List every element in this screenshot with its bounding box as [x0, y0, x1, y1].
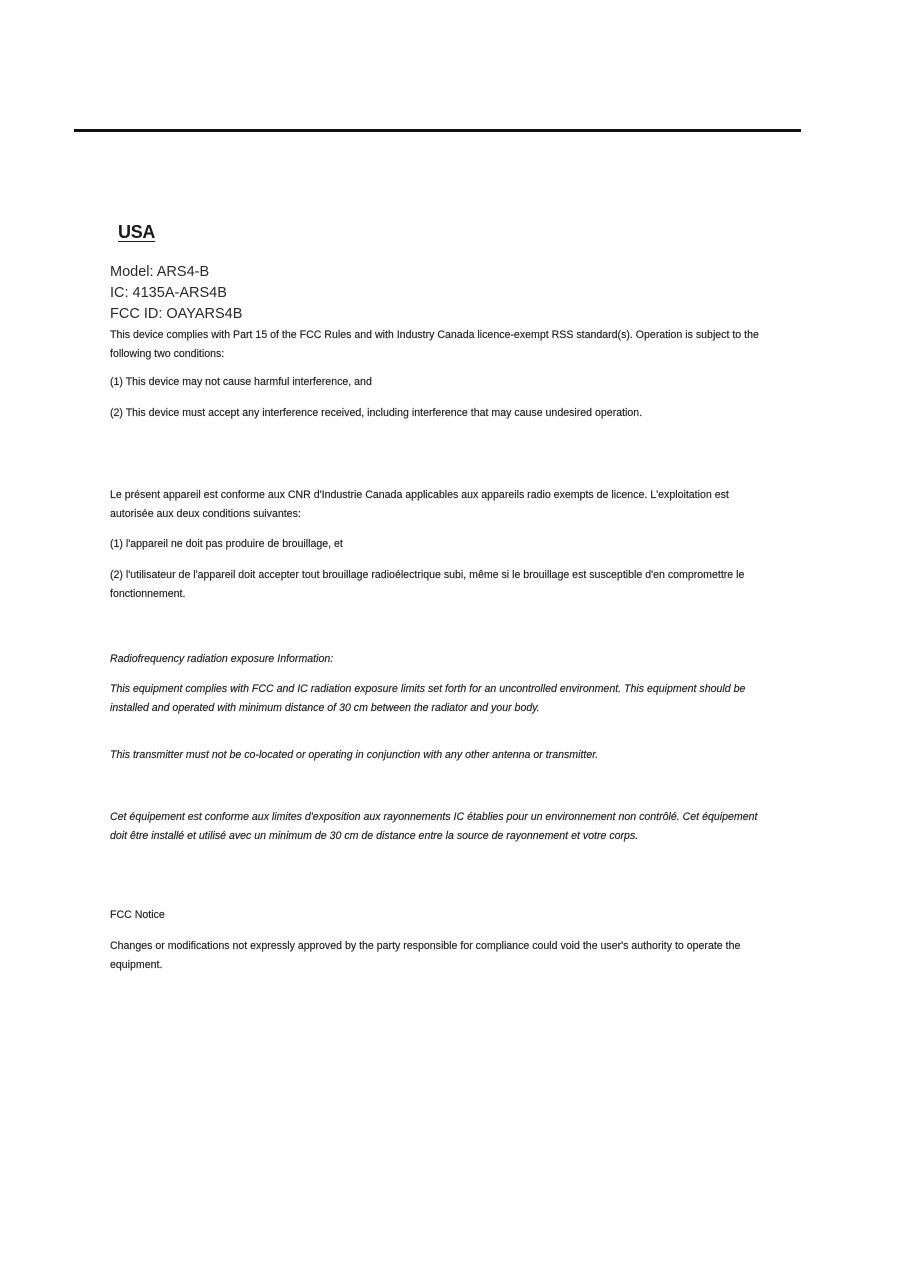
rf-exposure-title: Radiofrequency radiation exposure Information:	[110, 653, 334, 665]
french-condition-1: (1) l'appareil ne doit pas produire de brouillage, et	[110, 538, 343, 550]
fcc-condition-2: (2) This device must accept any interference received, including interference that may cause undesired operation.	[110, 407, 643, 419]
rf-exposure-paragraph-french: Cet équipement est conforme aux limites d'exposition aux rayonnements IC établies pour un environnement non contrôlé. Cet équipement doit être installé et utilisé avec un minimum de 30 cm de distance entre la source de rayonnement et votre corps.	[110, 811, 758, 842]
fcc-compliance-intro: This device complies with Part 15 of the FCC Rules and with Industry Canada licence-exempt RSS standard(s). Operation is subject to the following two conditions:	[110, 329, 759, 360]
model-number: Model: ARS4-B	[110, 264, 210, 280]
fcc-id: FCC ID: OAYARS4B	[110, 306, 243, 322]
rf-exposure-paragraph-2: This transmitter must not be co-located or operating in conjunction with any other antenna or transmitter.	[110, 749, 599, 761]
french-condition-2: (2) l'utilisateur de l'appareil doit accepter tout brouillage radioélectrique subi, même si le brouillage est susceptible d'en compromettre le fonctionnement.	[110, 569, 745, 600]
rf-exposure-paragraph-1: This equipment complies with FCC and IC radiation exposure limits set forth for an uncontrolled environment. This equipment should be installed and operated with minimum distance of 30 cm between the radiator and your body.	[110, 683, 746, 714]
fcc-notice-text: Changes or modifications not expressly approved by the party responsible for compliance could void the user's authority to operate the equipment.	[110, 940, 741, 971]
section-heading-usa: USA	[118, 222, 156, 242]
ic-number: IC: 4135A-ARS4B	[110, 285, 227, 301]
fcc-notice-title: FCC Notice	[110, 909, 165, 921]
device-identifiers	[110, 262, 242, 325]
fcc-condition-1: (1) This device may not cause harmful interference, and	[110, 376, 372, 388]
top-divider-rule	[74, 129, 801, 132]
french-compliance-intro: Le présent appareil est conforme aux CNR d'Industrie Canada applicables aux appareils radio exempts de licence. L'exploitation est autorisée aux deux conditions suivantes:	[110, 489, 729, 520]
